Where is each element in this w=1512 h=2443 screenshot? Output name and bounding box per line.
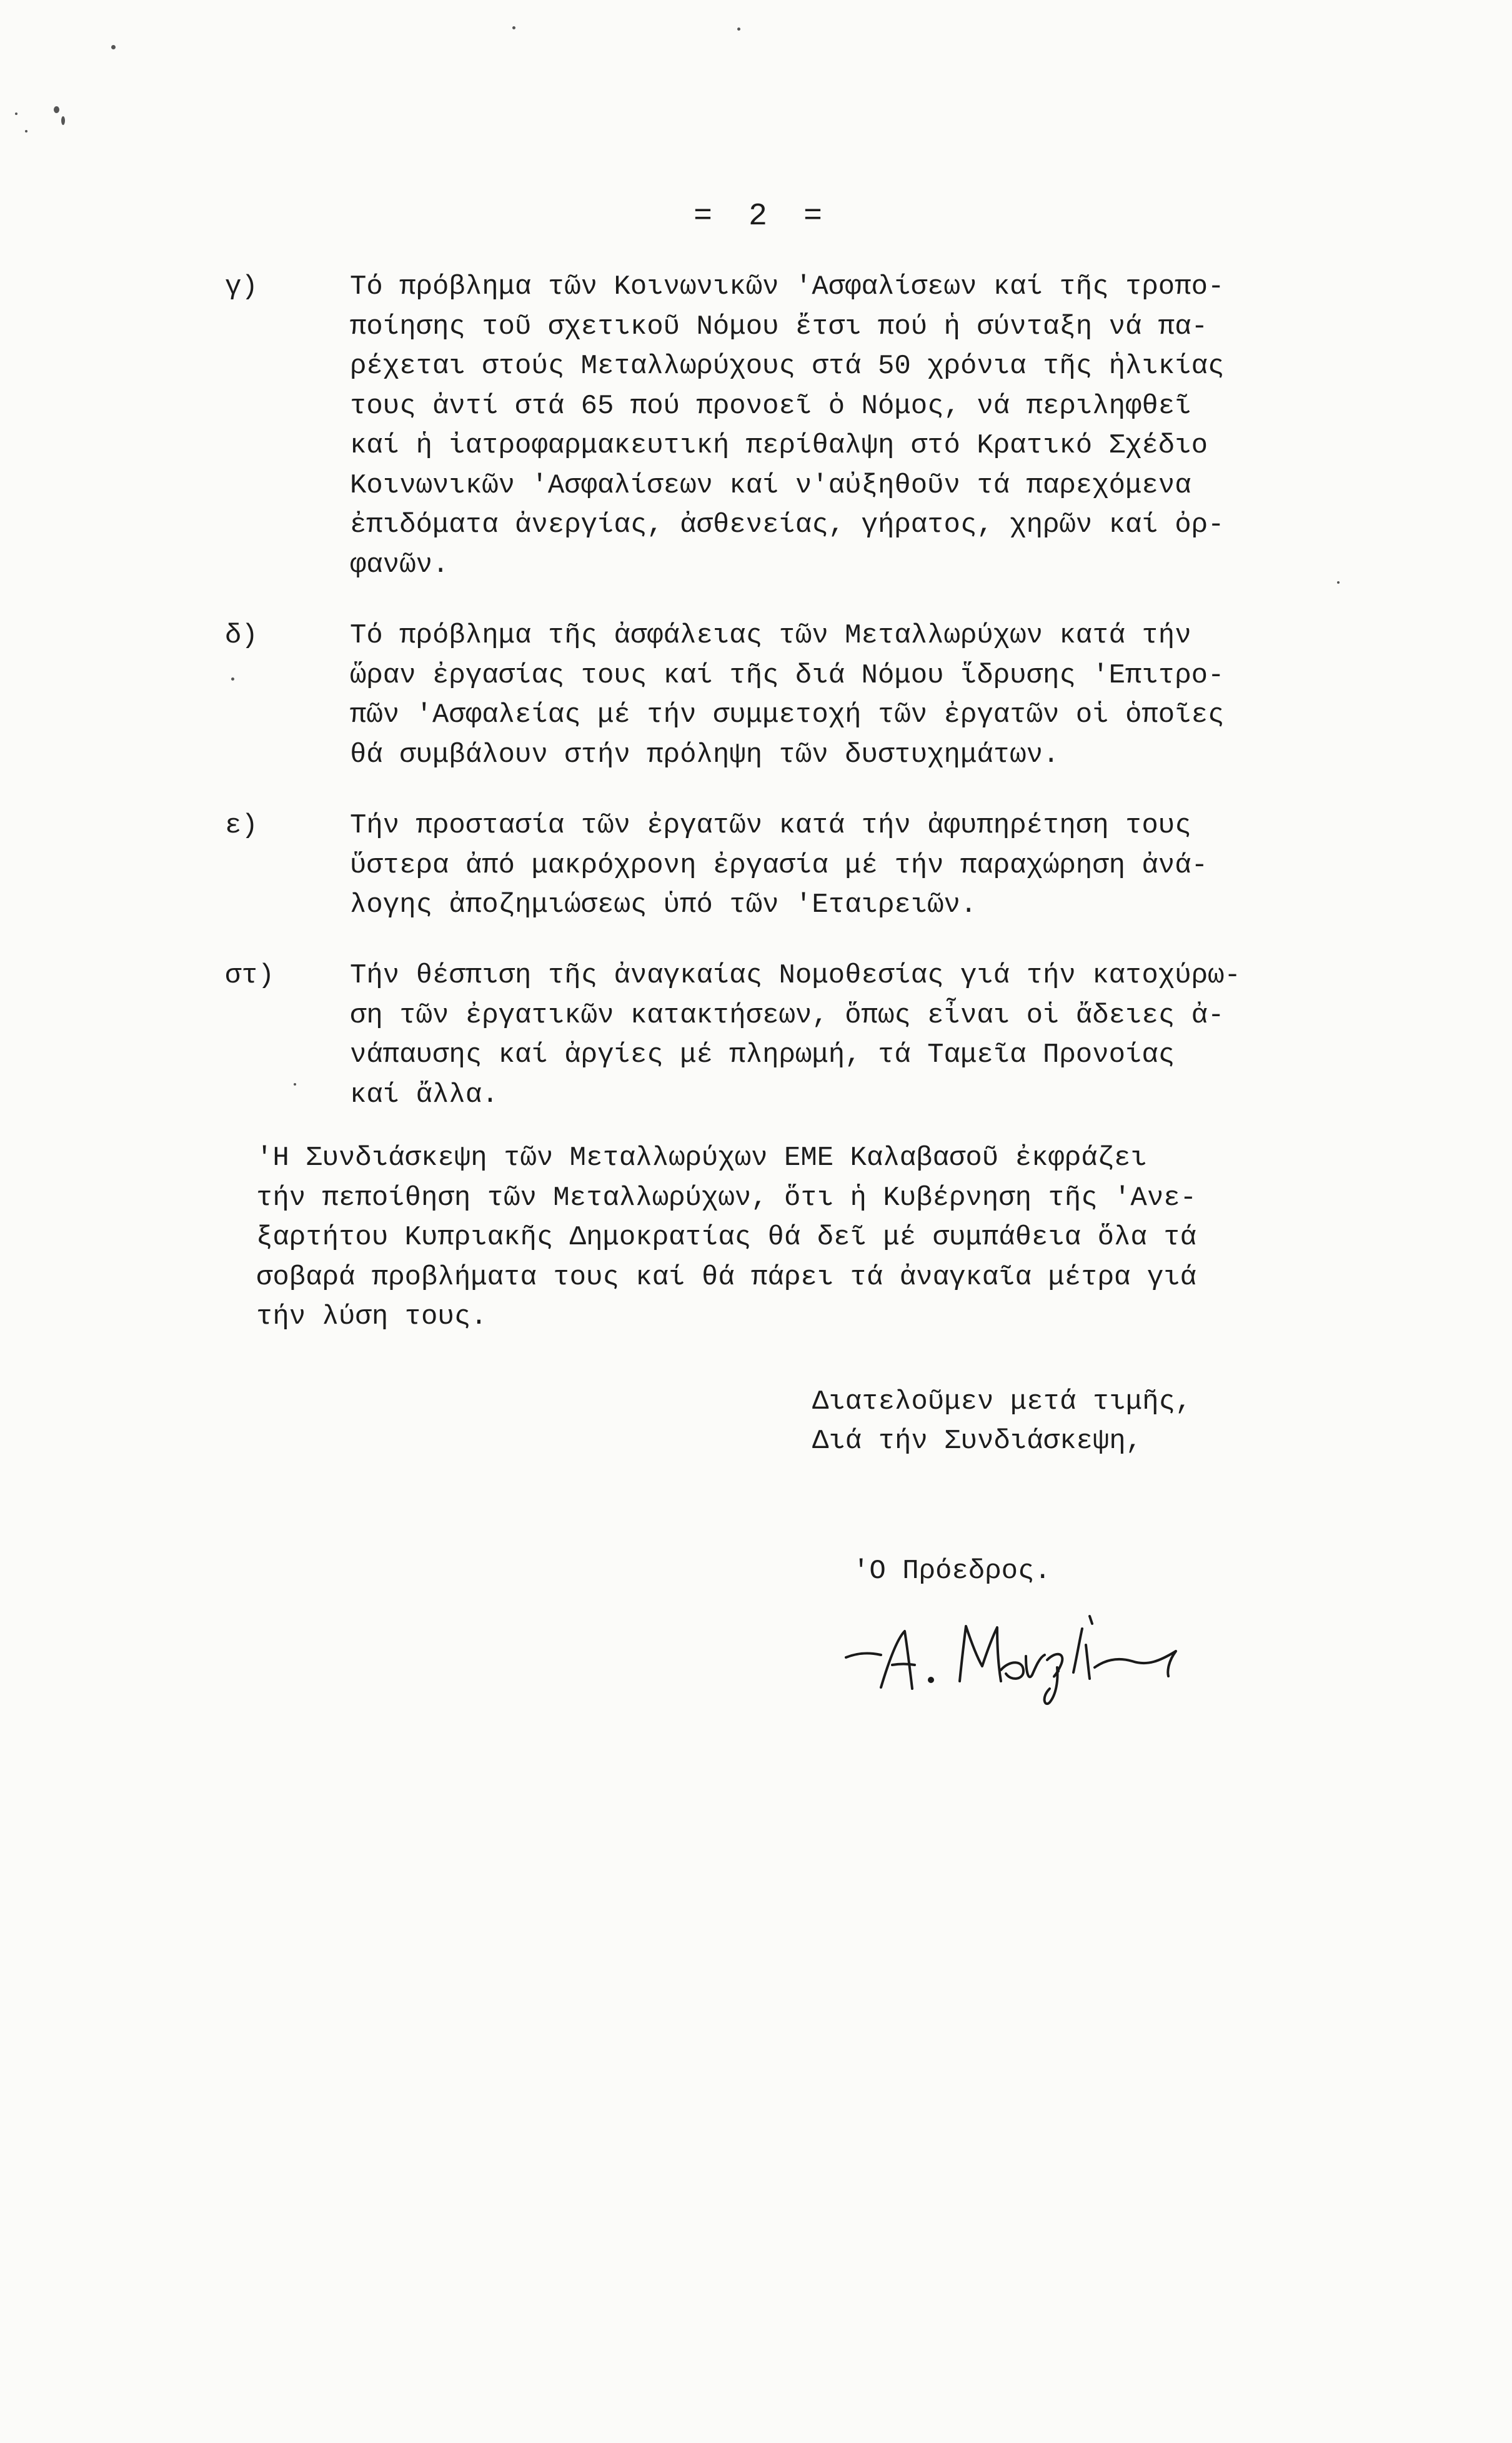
page-number: = 2 = [694, 199, 832, 234]
scan-speck [1337, 581, 1340, 584]
scan-speck [15, 112, 17, 115]
scan-speck [737, 27, 740, 31]
closing-paragraph: 'Η Συνδιάσκεψη τῶν Μεταλλωρύχων ΕΜΕ Καλαβασοῦ ἐκφράζει τήν πεποίθηση τῶν Μεταλλωρύχων, ὅτι ἡ Κυβέρνηση τῆς 'Ανε- ξαρτήτου Κυπριακῆς Δημοκρατίας θά δεῖ μέ συμπάθεια ὅλα τά σοβαρά προβλήματα τους καί θά πάρει τά ἀναγκαῖα μέτρα γιά τήν λύση τους. [256, 1142, 1197, 1332]
scan-speck [25, 130, 27, 132]
list-item-text: Τήν προστασία τῶν ἐργατῶν κατά τήν ἀφυπηρέτηση τους ὕστερα ἀπό μακρόχρονη ἐργασία μέ τήν παραχώρηση ἀνά- λογης ἀποζημιώσεως ὑπό τῶν 'Εταιρειῶν. [350, 810, 1208, 921]
list-item-text: Τό πρόβλημα τῆς ἀσφάλειας τῶν Μεταλλωρύχων κατά τήν ὥραν ἐργασίας τους καί τῆς διά Νόμου ἵδρυσης 'Επιτρο- πῶν 'Ασφαλείας μέ τήν συμμετοχή τῶν ἐργατῶν οἱ ὁποῖες θά συμβάλουν στήν πρόληψη τῶν δυστυχημάτων. [350, 620, 1225, 771]
scan-speck [294, 1083, 296, 1086]
list-item-text: Τήν θέσπιση τῆς ἀναγκαίας Νομοθεσίας γιά τήν κατοχύρω- ση τῶν ἐργατικῶν κατακτήσεων, ὅπως εἶναι οἱ ἄδειες ἀ- νάπαυσης καί ἀργίες μέ πληρωμή, τά Ταμεῖα Προνοίας καί ἄλλα. [350, 960, 1241, 1111]
signatory-role: 'Ο Πρόεδρος. [853, 1556, 1051, 1587]
signoff: Διατελοῦμεν μετά τιμῆς, Διά τήν Συνδιάσκεψη, [812, 1386, 1192, 1457]
scan-speck [61, 116, 65, 125]
scan-speck [512, 26, 515, 29]
handwritten-signature [837, 1587, 1187, 1712]
list-item-label: δ) [225, 620, 258, 651]
list-item-label: στ) [225, 960, 275, 991]
scan-speck [111, 45, 116, 49]
list-item-label: ε) [225, 810, 258, 841]
scan-speck [231, 677, 234, 681]
scan-speck [54, 106, 59, 113]
list-item-text: Τό πρόβλημα τῶν Κοινωνικῶν 'Ασφαλίσεων καί τῆς τροπο- ποίησης τοῦ σχετικοῦ Νόμου ἔτσι πού ἡ σύνταξη νά πα- ρέχεται στούς Μεταλλωρύχους στά 50 χρόνια τῆς ἡλικίας τους ἀντί στά 65 πού προνοεῖ ὁ Νόμος, νά περιληφθεῖ καί ἡ ἰατροφαρμακευτική περίθαλψη στό Κρατικό Σχέδιο Κοινωνικῶν 'Ασφαλίσεων καί ν'αὐξηθοῦν τά παρεχόμενα ἐπιδόματα ἀνεργίας, ἀσθενείας, γήρατος, χηρῶν καί ὀρ- φανῶν. [350, 271, 1225, 581]
list-item-label: γ) [225, 271, 258, 302]
